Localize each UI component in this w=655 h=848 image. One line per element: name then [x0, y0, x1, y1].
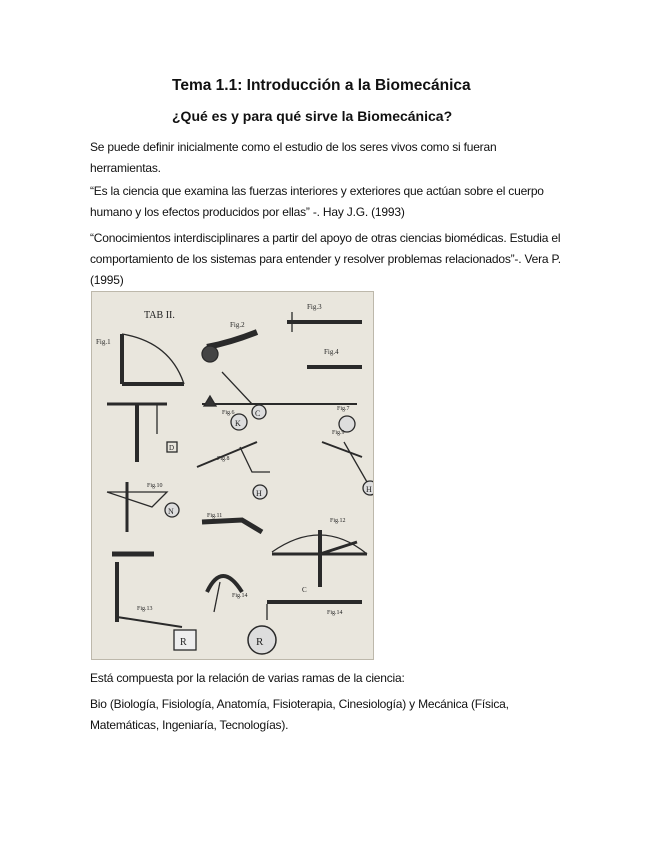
figure-bone-bar — [287, 303, 362, 332]
figure-semicircle-arm — [272, 518, 367, 587]
weight-label: R — [180, 637, 187, 648]
figure-pulley-column — [107, 404, 177, 462]
fig-label: Fig.14 — [232, 593, 248, 599]
fig-label: Fig.9 — [332, 430, 345, 436]
section-subtitle: ¿Qué es y para qué sirve la Biomecánica? — [172, 108, 453, 124]
fig-label: Fig.14 — [327, 610, 343, 616]
paragraph-quote-hay: “Es la ciencia que examina las fuerzas interiores y exteriores que actúan sobre el cuerpo humano y los efectos producidos por ellas” -. Hay J.G. (1993) — [90, 184, 544, 219]
figure-knee-arch — [207, 576, 248, 612]
figure-knee-joint — [202, 513, 262, 532]
paragraph-quote-vera: “Conocimientos interdisciplinares a partir del apoyo de otras ciencias biomédicas. Estudia el comportamiento de los sistemas para entender y resolver problemas relacionados”-. Vera P. (1995) — [90, 231, 561, 287]
paragraph-composition: Está compuesta por la relación de varias ramas de la ciencia: — [90, 671, 405, 685]
figure-forearm-weight — [248, 586, 362, 654]
fig-label: Fig.3 — [307, 303, 322, 311]
figure-bent-arm — [202, 321, 257, 362]
weight-label: C — [255, 409, 261, 418]
biomechanics-plate-illustration — [91, 291, 374, 660]
figure-arm-quarter-circle — [96, 334, 184, 384]
page-title: Tema 1.1: Introducción a la Biomecánica — [172, 77, 471, 94]
fig-label: Fig.4 — [324, 348, 339, 356]
weight-label: D — [169, 444, 175, 452]
fig-label: Fig.13 — [137, 606, 153, 612]
fig-label: Fig.11 — [207, 513, 223, 519]
weight-label: C — [302, 586, 307, 594]
fig-label: Fig.12 — [330, 518, 346, 524]
figure-bent-elbow — [112, 554, 196, 650]
fig-label: Fig.8 — [217, 456, 230, 462]
figure-truss — [107, 482, 179, 532]
weight-label: K — [235, 419, 241, 428]
figure-hanging-weight — [253, 430, 373, 499]
fig-label: Fig.10 — [147, 483, 163, 489]
fig-label: Fig.2 — [230, 321, 245, 329]
paragraph-branches: Bio (Biología, Fisiología, Anatomía, Fisioterapia, Cinesiología) y Mecánica (Física, Matemáticas, Ingeniaría, Tecnologías). — [90, 697, 509, 732]
figure-bar-weights — [307, 348, 362, 367]
fig-label: Fig.1 — [96, 338, 111, 346]
plate-label: TAB II. — [144, 310, 175, 321]
weight-label: H — [256, 489, 262, 498]
weight-label: N — [168, 507, 174, 516]
figure-lever-weights — [202, 372, 357, 432]
weight-label: H — [366, 485, 372, 494]
weight-label: R — [256, 636, 264, 648]
fig-label: Fig.7 — [337, 406, 350, 412]
figure-balance — [197, 442, 270, 472]
plate-engraving — [92, 292, 373, 659]
fig-label: Fig.6 — [222, 410, 235, 416]
paragraph-definition: Se puede definir inicialmente como el estudio de los seres vivos como si fueran herramientas. — [90, 140, 497, 175]
